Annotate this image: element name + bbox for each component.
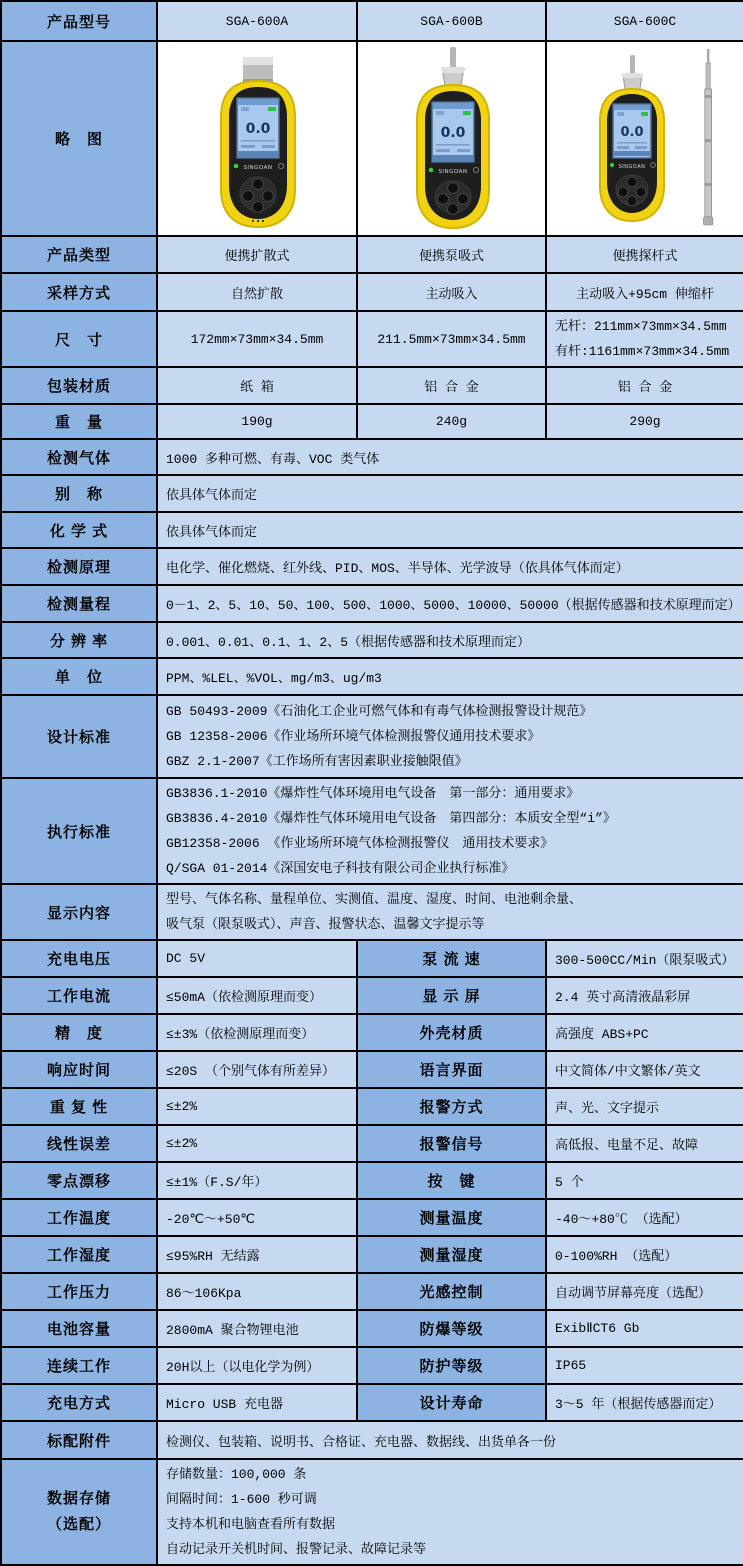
device-image-sga-600a: [158, 43, 357, 234]
value-product-type-b: 便携泵吸式: [357, 236, 546, 273]
device-photo-cell-a: [157, 41, 357, 236]
data-storage-label-line1: 数据存储: [46, 1490, 111, 1507]
screen-reading: 0.0: [245, 121, 271, 137]
data-storage-line: 支持本机和电脑查看所有数据: [166, 1517, 336, 1532]
row-charge-voltage-pump-flow: [1, 940, 743, 977]
status-led: [234, 164, 239, 169]
value-working-humidity: ≤95%RH 无结露: [157, 1236, 357, 1273]
label-continuous-work: 连续工作: [1, 1347, 157, 1384]
value-charge-voltage: DC 5V: [157, 940, 357, 977]
label-accuracy: 精 度: [1, 1014, 157, 1051]
row-data-storage: [1, 1459, 743, 1565]
battery-icon: [268, 107, 276, 111]
value-language: 中文简体/中文繁体/英文: [546, 1051, 743, 1088]
row-working-current-display-screen: [1, 977, 743, 1014]
value-design-life: 3～5 年（根据传感器而定）: [546, 1384, 743, 1421]
row-working-temp-measure-temp: [1, 1199, 743, 1236]
value-resolution: 0.001、0.01、0.1、1、2、5（根据传感器和技术原理而定）: [157, 622, 743, 658]
design-standard-line: GB 50493-2009《石油化工企业可燃气体和有毒气体检测报警设计规范》: [166, 704, 593, 719]
label-alarm-signal: 报警信号: [357, 1125, 546, 1162]
value-weight-b: 240g: [357, 404, 546, 439]
value-execution-standards: [157, 778, 743, 884]
design-standard-line: GB 12358-2006《作业场所环境气体检测报警仪通用技术要求》: [166, 729, 541, 744]
row-working-humidity-measure-humidity: [1, 1236, 743, 1273]
value-detection-range: 0－1、2、5、10、50、100、500、1000、5000、10000、50000（根据传感器和技术原理而定）: [157, 585, 743, 622]
value-chemical-formula: 依具体气体而定: [157, 512, 743, 548]
design-standard-line: GBZ 2.1-2007《工作场所有害因素职业接触限值》: [166, 754, 468, 769]
value-sampling-a: 自然扩散: [157, 273, 357, 311]
label-product-model: 产品型号: [1, 1, 157, 41]
row-chemical-formula: [1, 512, 743, 548]
label-packing-material: 包装材质: [1, 367, 157, 404]
row-repeatability-alarm-mode: [1, 1088, 743, 1125]
value-data-storage: [157, 1459, 743, 1565]
value-pump-flow: 300-500CC/Min（限泵吸式）: [546, 940, 743, 977]
device-image-sga-600b: [358, 43, 546, 234]
execution-standard-line: GB12358-2006 《作业场所环境气体检测报警仪 通用技术要求》: [166, 836, 554, 851]
row-accuracy-shell-material: [1, 1014, 743, 1051]
brand-text: SINGOAN: [243, 165, 273, 171]
value-sampling-c: 主动吸入+95cm 伸缩杆: [546, 273, 743, 311]
value-shell-material: 高强度 ABS+PC: [546, 1014, 743, 1051]
label-battery-capacity: 电池容量: [1, 1310, 157, 1347]
label-display-content: 显示内容: [1, 884, 157, 940]
label-weight: 重 量: [1, 404, 157, 439]
label-shell-material: 外壳材质: [357, 1014, 546, 1051]
data-storage-line: 存储数量：100,000 条: [166, 1467, 307, 1482]
label-detection-range: 检测量程: [1, 585, 157, 622]
value-alarm-mode: 声、光、文字提示: [546, 1088, 743, 1125]
row-detection-principle: [1, 548, 743, 585]
value-packing-a: 纸 箱: [157, 367, 357, 404]
row-execution-standards: [1, 778, 743, 884]
row-sketch: [1, 41, 743, 236]
label-working-humidity: 工作湿度: [1, 1236, 157, 1273]
label-unit: 单 位: [1, 658, 157, 695]
value-alarm-signal: 高低报、电量不足、故障: [546, 1125, 743, 1162]
label-charge-method: 充电方式: [1, 1384, 157, 1421]
value-detect-gas: 1000 多种可燃、有毒、VOC 类气体: [157, 439, 743, 475]
value-product-type-c: 便携探杆式: [546, 236, 743, 273]
row-unit: [1, 658, 743, 695]
row-product-type: [1, 236, 743, 273]
value-sampling-b: 主动吸入: [357, 273, 546, 311]
value-alias: 依具体气体而定: [157, 475, 743, 512]
value-zero-drift: ≤±1%（F.S/年）: [157, 1162, 357, 1199]
label-pump-flow: 泵 流 速: [357, 940, 546, 977]
display-content-line: 型号、气体名称、量程单位、实测值、温度、湿度、时间、电池剩余量、: [166, 892, 583, 907]
value-repeatability: ≤±2%: [157, 1088, 357, 1125]
display-content-line: 吸气泵（限泵吸式）、声音、报警状态、温馨文字提示等: [166, 917, 485, 932]
label-working-pressure: 工作压力: [1, 1273, 157, 1310]
value-charge-method: Micro USB 充电器: [157, 1384, 357, 1421]
value-weight-c: 290g: [546, 404, 743, 439]
label-linearity-error: 线性误差: [1, 1125, 157, 1162]
device-photo-cell-b: [357, 41, 546, 236]
screen-reading: 0.0: [620, 125, 644, 140]
label-protection-grade: 防护等级: [357, 1347, 546, 1384]
label-detect-gas: 检测气体: [1, 439, 157, 475]
label-zero-drift: 零点漂移: [1, 1162, 157, 1199]
row-dimensions: [1, 311, 743, 367]
row-response-time-language: [1, 1051, 743, 1088]
value-working-pressure: 86～106Kpa: [157, 1273, 357, 1310]
row-zero-drift-keys: [1, 1162, 743, 1199]
value-packing-c: 铝 合 金: [546, 367, 743, 404]
label-alarm-mode: 报警方式: [357, 1088, 546, 1125]
row-display-content: [1, 884, 743, 940]
value-product-type-a: 便携扩散式: [157, 236, 357, 273]
value-detection-principle: 电化学、催化燃烧、红外线、PID、MOS、半导体、光学波导（依具体气体而定）: [157, 548, 743, 585]
row-charge-method-design-life: [1, 1384, 743, 1421]
row-accessories: [1, 1421, 743, 1459]
label-charge-voltage: 充电电压: [1, 940, 157, 977]
value-unit: PPM、%LEL、%VOL、mg/m3、ug/m3: [157, 658, 743, 695]
row-detect-gas: [1, 439, 743, 475]
value-dimensions-a: 172mm×73mm×34.5mm: [157, 311, 357, 367]
row-continuous-work-protection-grade: [1, 1347, 743, 1384]
execution-standard-line: GB3836.4-2010《爆炸性气体环境用电气设备 第四部分：本质安全型“i”》: [166, 811, 616, 826]
screen-reading: 0.0: [440, 125, 466, 141]
value-display-screen: 2.4 英寸高清液晶彩屏: [546, 977, 743, 1014]
dimensions-c-line1: 无杆：211mm×73mm×34.5mm: [555, 319, 727, 334]
label-detection-principle: 检测原理: [1, 548, 157, 585]
value-dimensions-b: 211.5mm×73mm×34.5mm: [357, 311, 546, 367]
row-design-standards: [1, 695, 743, 778]
execution-standard-line: GB3836.1-2010《爆炸性气体环境用电气设备 第一部分：通用要求》: [166, 786, 580, 801]
value-dimensions-c: [546, 311, 743, 367]
label-light-control: 光感控制: [357, 1273, 546, 1310]
battery-icon: [641, 112, 648, 116]
value-light-control: 自动调节屏幕亮度（选配）: [546, 1273, 743, 1310]
status-led: [429, 168, 434, 173]
label-sketch: 略 图: [1, 41, 157, 236]
value-working-current: ≤50mA（依检测原理而变）: [157, 977, 357, 1014]
row-linearity-alarm-signal: [1, 1125, 743, 1162]
label-sampling-method: 采样方式: [1, 273, 157, 311]
label-data-storage: [1, 1459, 157, 1565]
row-detection-range: [1, 585, 743, 622]
value-accuracy: ≤±3%（依检测原理而变）: [157, 1014, 357, 1051]
label-accessories: 标配附件: [1, 1421, 157, 1459]
data-storage-line: 自动记录开关机时间、报警记录、故障记录等: [166, 1542, 427, 1557]
row-weight: [1, 404, 743, 439]
label-product-type: 产品类型: [1, 236, 157, 273]
row-alias: [1, 475, 743, 512]
label-design-life: 设计寿命: [357, 1384, 546, 1421]
row-packing-material: [1, 367, 743, 404]
label-measure-humidity: 测量湿度: [357, 1236, 546, 1273]
label-explosion-proof-grade: 防爆等级: [357, 1310, 546, 1347]
battery-icon: [463, 111, 471, 115]
label-execution-standards: 执行标准: [1, 778, 157, 884]
row-working-pressure-light-control: [1, 1273, 743, 1310]
status-led: [610, 163, 614, 167]
device-photo-cell-c: [546, 41, 743, 236]
label-repeatability: 重 复 性: [1, 1088, 157, 1125]
value-battery-capacity: 2800mA 聚合物锂电池: [157, 1310, 357, 1347]
model-sga-600a: SGA-600A: [157, 1, 357, 41]
label-keys: 按 键: [357, 1162, 546, 1199]
value-display-content: [157, 884, 743, 940]
dimensions-c-line2: 有杆:1161mm×73mm×34.5mm: [555, 344, 730, 359]
value-design-standards: [157, 695, 743, 778]
label-display-screen: 显 示 屏: [357, 977, 546, 1014]
model-sga-600c: SGA-600C: [546, 1, 743, 41]
data-storage-line: 间隔时间：1-600 秒可调: [166, 1492, 317, 1507]
value-keys: 5 个: [546, 1162, 743, 1199]
value-continuous-work: 20H以上（以电化学为例）: [157, 1347, 357, 1384]
data-storage-label-line2: （选配）: [46, 1516, 111, 1533]
label-alias: 别 称: [1, 475, 157, 512]
value-measure-humidity: 0-100%RH （选配）: [546, 1236, 743, 1273]
label-working-current: 工作电流: [1, 977, 157, 1014]
brand-text: SINGOAN: [618, 164, 646, 170]
value-measure-temperature: -40～+80℃ （选配）: [546, 1199, 743, 1236]
value-linearity-error: ≤±2%: [157, 1125, 357, 1162]
telescopic-rod: [704, 49, 713, 225]
row-product-model: [1, 1, 743, 41]
row-battery-explosion-proof: [1, 1310, 743, 1347]
value-response-time: ≤20S （个别气体有所差异）: [157, 1051, 357, 1088]
row-resolution: [1, 622, 743, 658]
row-sampling-method: [1, 273, 743, 311]
value-accessories: 检测仪、包装箱、说明书、合格证、充电器、数据线、出货单各一份: [157, 1421, 743, 1459]
value-protection-grade: IP65: [546, 1347, 743, 1384]
label-resolution: 分 辨 率: [1, 622, 157, 658]
label-design-standards: 设计标准: [1, 695, 157, 778]
device-image-sga-600c: [547, 43, 743, 234]
value-weight-a: 190g: [157, 404, 357, 439]
label-chemical-formula: 化 学 式: [1, 512, 157, 548]
value-packing-b: 铝 合 金: [357, 367, 546, 404]
value-explosion-proof-grade: ExibⅡCT6 Gb: [546, 1310, 743, 1347]
value-working-temperature: -20℃～+50℃: [157, 1199, 357, 1236]
label-language: 语言界面: [357, 1051, 546, 1088]
model-sga-600b: SGA-600B: [357, 1, 546, 41]
label-response-time: 响应时间: [1, 1051, 157, 1088]
label-working-temperature: 工作温度: [1, 1199, 157, 1236]
brand-text: SINGOAN: [438, 169, 468, 175]
label-dimensions: 尺 寸: [1, 311, 157, 367]
label-measure-temperature: 测量温度: [357, 1199, 546, 1236]
execution-standard-line: Q/SGA 01-2014《深国安电子科技有限公司企业执行标准》: [166, 861, 515, 876]
